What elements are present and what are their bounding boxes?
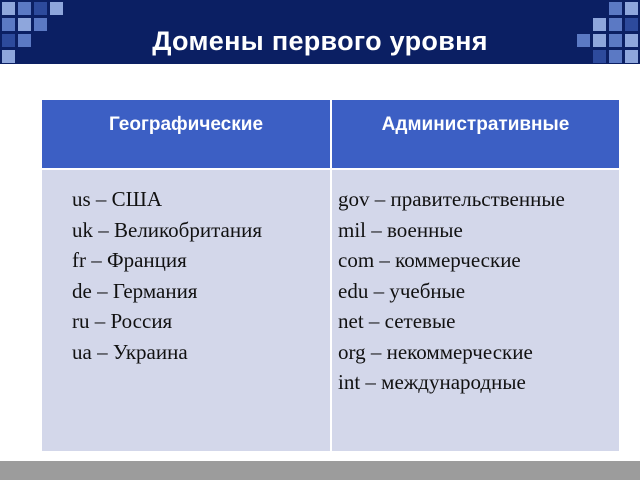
slide-title: Домены первого уровня bbox=[152, 26, 488, 56]
list-item: gov – правительственные bbox=[338, 187, 565, 211]
list-item: ru – Россия bbox=[72, 309, 173, 333]
list-item: com – коммерческие bbox=[338, 248, 521, 272]
decor-square bbox=[609, 2, 622, 15]
decor-square bbox=[50, 2, 63, 15]
list-item: org – некоммерческие bbox=[338, 339, 533, 364]
decor-square bbox=[2, 2, 15, 15]
decor-square bbox=[34, 2, 47, 15]
list-item: us – США bbox=[72, 187, 163, 211]
decor-square bbox=[625, 2, 638, 15]
list-item: edu – учебные bbox=[338, 278, 466, 303]
administrative-column bbox=[332, 100, 619, 451]
administrative-cell bbox=[332, 170, 619, 451]
list-item: net – сетевые bbox=[338, 309, 456, 333]
footer-band bbox=[0, 461, 640, 480]
geographic-header: Географические bbox=[42, 100, 330, 168]
title-bar bbox=[0, 0, 640, 64]
list-item: int – международные bbox=[338, 370, 526, 394]
list-item: fr – Франция bbox=[72, 248, 187, 272]
list-item: mil – военные bbox=[338, 217, 463, 242]
list-item: uk – Великобритания bbox=[72, 217, 262, 242]
decor-square bbox=[18, 2, 31, 15]
administrative-header: Административные bbox=[332, 100, 619, 168]
domains-table bbox=[42, 100, 619, 451]
geographic-cell bbox=[42, 170, 330, 451]
list-item: ua – Украина bbox=[72, 339, 188, 364]
geographic-column bbox=[42, 100, 330, 451]
list-item: de – Германия bbox=[72, 278, 198, 303]
